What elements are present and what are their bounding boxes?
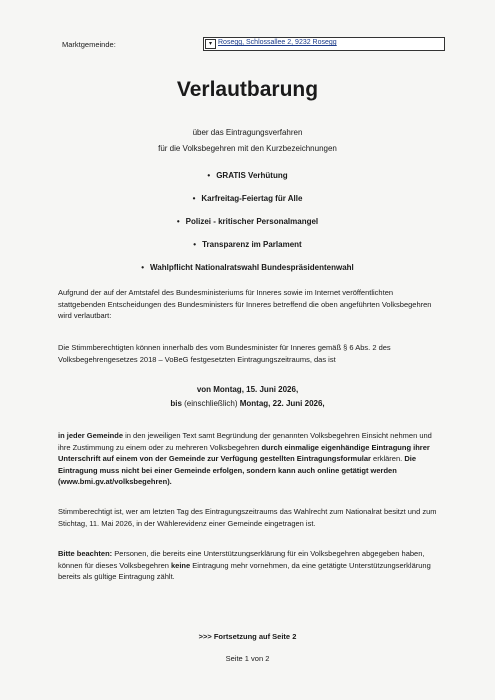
continuation-note: >>> Fortsetzung auf Seite 2 <box>198 632 297 641</box>
procedure-part-4: erklären. <box>370 454 405 463</box>
bullet-icon: • <box>207 171 211 180</box>
municipality-select[interactable] <box>203 37 445 51</box>
bullet-icon: • <box>141 263 145 272</box>
notice-label: Bitte beachten: <box>58 549 113 558</box>
procedure-part-2: in den jeweiligen Text samt Begründung der genannten Volksbegehren Einsicht nehmen und ihre Zustimmung zu einem oder zu mehreren Volksbegehren <box>58 431 432 452</box>
page-title: Verlautbarung <box>176 78 319 101</box>
period-end-date: Montag, 22. Juni 2026, <box>239 399 325 408</box>
municipality-label: Marktgemeinde: <box>62 40 116 49</box>
list-item <box>0 170 495 193</box>
municipality-value: Rosegg, Schlossallee 2, 9232 Rosegg <box>218 39 337 46</box>
procedure-part-3: durch einmalige eigenhändige Eintragung ihrer Unterschrift auf einem von der Gemeinde zur Verfügung gestellten Eintragungsformular <box>58 442 430 463</box>
referendum-list <box>0 170 495 285</box>
list-item-label: Polizei - kritischer Personalmangel <box>185 217 319 226</box>
list-item <box>0 262 495 285</box>
period-end-bis: bis <box>170 399 182 408</box>
notice-paragraph <box>58 548 442 583</box>
list-item <box>0 239 495 262</box>
list-item <box>0 216 495 239</box>
period-start <box>0 385 495 394</box>
subtitle-line-1: über das Eintragungsverfahren <box>192 128 303 137</box>
procedure-part-1: in jeder Gemeinde <box>58 431 124 440</box>
eligibility-paragraph: Die Stimmberechtigten können innerhalb des vom Bundesminister für Inneres gemäß § 6 Abs. 2 des Volksbegehrengesetzes 2018 – VoBeG festgesetzten Eintragungszeitraums, das ist <box>58 343 391 364</box>
notice-part-1: Personen, die bereits eine Unterstützungserklärung für ein Volksbegehren abgegeben haben, können für dieses Volksbegehren <box>58 549 425 570</box>
bullet-icon: • <box>193 240 197 249</box>
list-item-label: Karfreitag-Feiertag für Alle <box>201 194 303 203</box>
page-number: Seite 1 von 2 <box>225 654 270 663</box>
procedure-part-5: Die Eintragung muss nicht bei einer Gemeinde erfolgen, sondern kann auch online getätigt werden (www.bmi.gv.at/volksbegehren). <box>58 454 416 486</box>
procedure-paragraph <box>58 430 442 488</box>
period-end-inclusive: (einschließlich) <box>184 399 238 408</box>
period-start-text: von Montag, 15. Juni 2026, <box>196 385 299 394</box>
list-item-label: GRATIS Verhütung <box>216 171 288 180</box>
list-item-label: Transparenz im Parlament <box>202 240 302 249</box>
notice-part-3: Eintragung mehr vornehmen, da eine getätigte Unterstützungserklärung bereits als gültige Eintragung zählt. <box>58 560 431 581</box>
notice-part-2: keine <box>171 560 191 570</box>
intro-paragraph: Aufgrund der auf der Amtstafel des Bundesministeriums für Inneres sowie im Internet veröffentlichten stattgebenden Entscheidungen des Bundesministers für Inneres betreffend die oben angeführten Volksbegehren wird verlautbart: <box>58 288 432 320</box>
voting-right-paragraph: Stimmberechtigt ist, wer am letzten Tag des Eintragungszeitraums das Wahlrecht zum Nationalrat besitzt und zum Stichtag, 11. Mai 2026, in der Wählerevidenz einer Gemeinde eingetragen ist. <box>58 507 437 528</box>
bullet-icon: • <box>176 217 180 226</box>
list-item-label: Wahlpflicht Nationalratswahl Bundespräsidentenwahl <box>150 263 354 272</box>
period-end <box>0 399 495 408</box>
subtitle-line-2: für die Volksbegehren mit den Kurzbezeichnungen <box>158 144 337 153</box>
chevron-down-icon[interactable]: ▾ <box>205 39 216 49</box>
list-item <box>0 193 495 216</box>
bullet-icon: • <box>192 194 196 203</box>
